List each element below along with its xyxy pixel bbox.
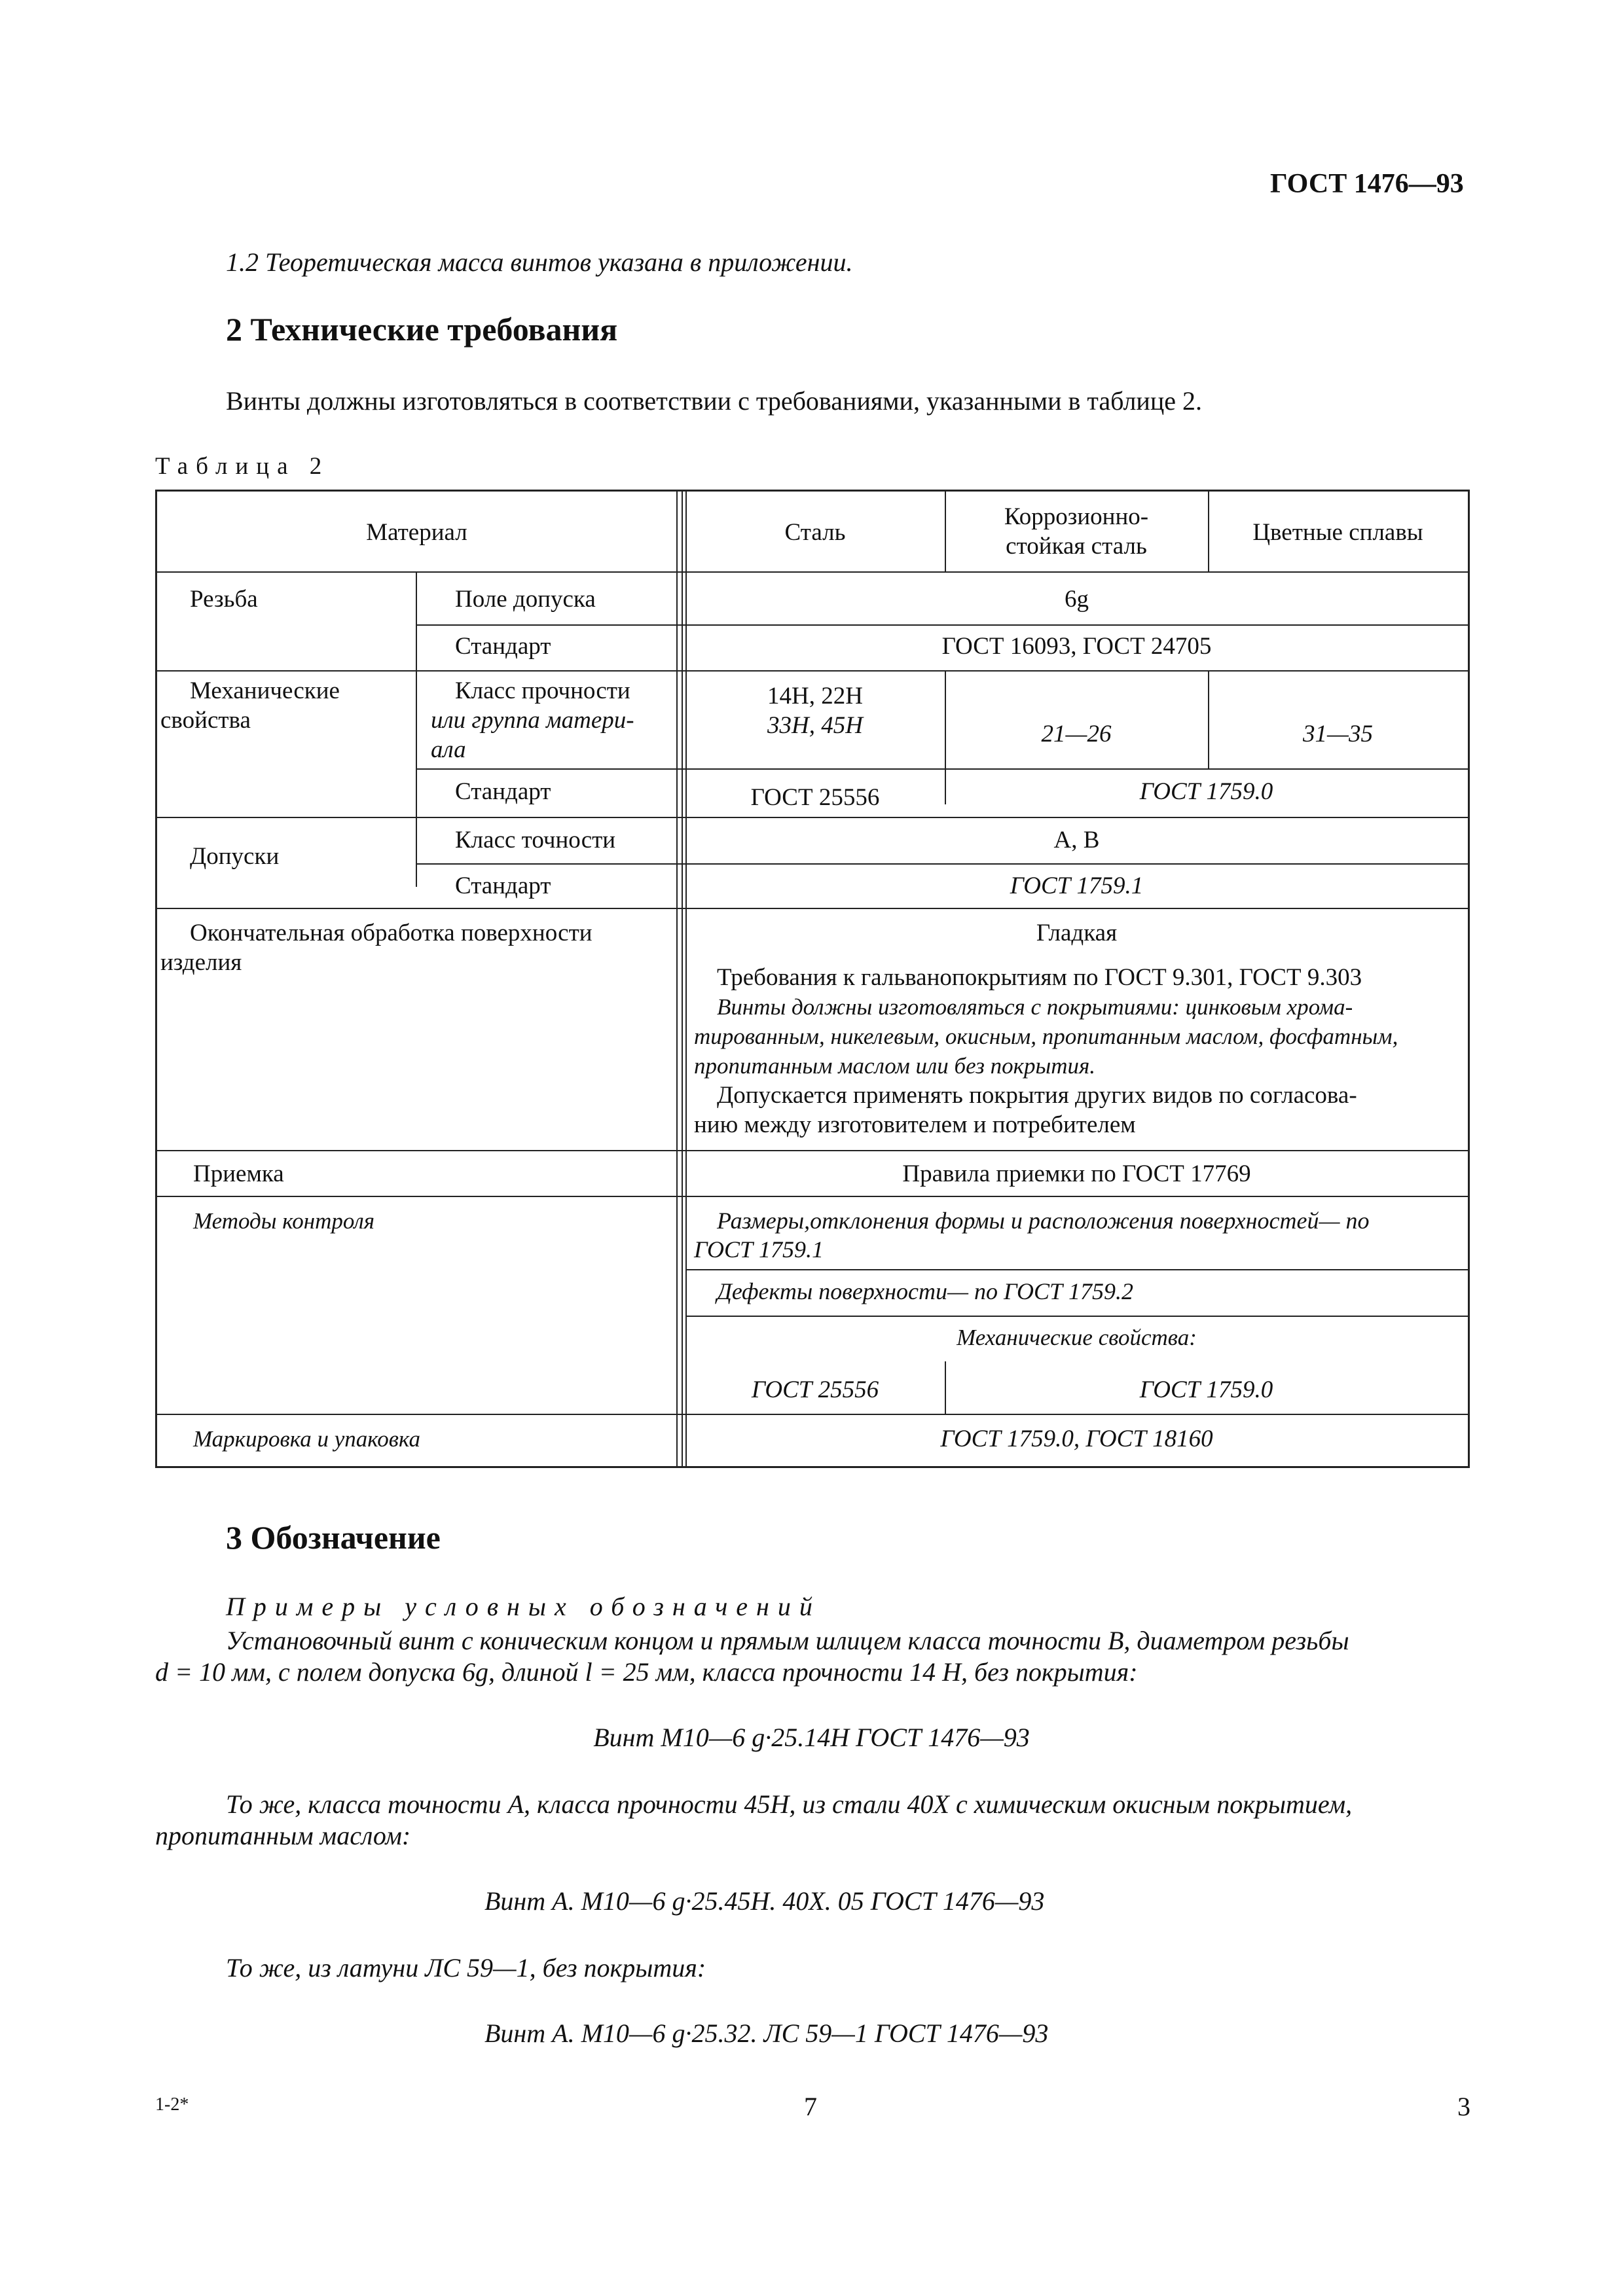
- header-nonferrous: Цветные сплавы: [1252, 519, 1423, 546]
- control-defects: Дефекты поверхности— по ГОСТ 1759.2: [717, 1278, 1134, 1304]
- table-divider: [157, 670, 1468, 672]
- finish-line4: пропитанным маслом или без покрытия.: [694, 1053, 1095, 1079]
- table-divider: [416, 768, 1468, 770]
- mech-stainless-value: 21—26: [1041, 721, 1112, 747]
- example3-designation: Винт А. М10—6 g·25.32. ЛС 59—1 ГОСТ 1476—93: [484, 2018, 1049, 2048]
- mech-label-line1: Механические: [190, 677, 340, 704]
- example1-line1: Установочный винт с коническим концом и прямым шлицем класса точности В, диаметром резьбы: [226, 1626, 1349, 1655]
- examples-title: Примеры условных обозначений: [226, 1592, 821, 1621]
- footer-page-number: 7: [804, 2092, 817, 2121]
- finish-line2: Винты должны изготовляться с покрытиями: цинковым хрома-: [717, 994, 1353, 1020]
- table-divider: [157, 571, 1468, 573]
- acceptance-label: Приемка: [193, 1160, 284, 1187]
- tolerances-accuracy-label: Класс точности: [455, 827, 616, 853]
- thread-standard-value: ГОСТ 16093, ГОСТ 24705: [941, 633, 1212, 660]
- control-dims-line1: Размеры,отклонения формы и расположения поверхностей— по: [717, 1208, 1370, 1234]
- tolerances-standard-value: ГОСТ 1759.1: [1010, 872, 1144, 899]
- thread-standard-label: Стандарт: [455, 633, 551, 660]
- example2-designation: Винт А. М10—6 g·25.45Н. 40Х. 05 ГОСТ 1476—93: [484, 1886, 1045, 1916]
- thread-tolerance-value: 6g: [1065, 586, 1089, 613]
- table-divider: [157, 1414, 1468, 1415]
- footer-left-mark: 1-2*: [155, 2094, 189, 2115]
- finish-label-line2: изделия: [160, 949, 242, 976]
- mech-standard-other: ГОСТ 1759.0: [1139, 778, 1273, 805]
- acceptance-value: Правила приемки по ГОСТ 17769: [902, 1160, 1251, 1187]
- finish-line5: Допускается применять покрытия других видов по согласова-: [717, 1082, 1357, 1109]
- control-dims-line2: ГОСТ 1759.1: [694, 1236, 824, 1263]
- thread-label: Резьба: [190, 586, 258, 613]
- finish-line1: Требования к гальванопокрытиям по ГОСТ 9.301, ГОСТ 9.303: [717, 964, 1362, 991]
- example1-line2: d = 10 мм, с полем допуска 6g, длиной l = 25 мм, класса прочности 14 Н, без покрытия:: [155, 1657, 1138, 1687]
- tolerances-standard-label: Стандарт: [455, 872, 551, 899]
- marking-value: ГОСТ 1759.0, ГОСТ 18160: [940, 1426, 1213, 1452]
- section-2-title: 2 Технические требования: [226, 311, 618, 348]
- table-divider: [416, 624, 1468, 626]
- example2-line1: То же, класса точности А, класса прочности 45Н, из стали 40Х с химическим окисным покрытием,: [226, 1789, 1353, 1819]
- control-mech-right: ГОСТ 1759.0: [1139, 1376, 1273, 1403]
- thread-tolerance-label: Поле допуска: [455, 586, 596, 613]
- tolerances-label: Допуски: [190, 843, 280, 870]
- finish-smooth: Гладкая: [1036, 920, 1118, 946]
- requirements-table: [155, 490, 1470, 1468]
- intro-note: 1.2 Теоретическая масса винтов указана в приложении.: [226, 247, 853, 277]
- table-divider: [676, 492, 678, 1466]
- header-material: Материал: [366, 519, 467, 546]
- mech-nonferrous-value: 31—35: [1303, 721, 1373, 747]
- header-stainless-line2: стойкая сталь: [1006, 533, 1147, 560]
- mech-standard-label: Стандарт: [455, 778, 551, 805]
- section-2-text: Винты должны изготовляться в соответствии с требованиями, указанными в таблице 2.: [226, 386, 1202, 416]
- control-mech-left: ГОСТ 25556: [751, 1376, 879, 1403]
- table-divider: [157, 908, 1468, 909]
- header-steel: Сталь: [784, 519, 846, 546]
- table-divider: [416, 863, 1468, 865]
- marking-label: Маркировка и упаковка: [193, 1426, 420, 1452]
- example1-designation: Винт М10—6 g·25.14Н ГОСТ 1476—93: [593, 1723, 1030, 1752]
- footer-right-number: 3: [1457, 2092, 1470, 2121]
- mech-steel-line2: 33Н, 45Н: [767, 712, 863, 739]
- mech-class-line3: ала: [431, 736, 466, 763]
- table-divider: [157, 1150, 1468, 1151]
- mech-steel-line1: 14Н, 22Н: [767, 683, 863, 709]
- header-stainless-line1: Коррозионно-: [1004, 503, 1149, 530]
- table-divider: [157, 817, 1468, 818]
- mech-label-line2: свойства: [160, 707, 251, 734]
- example3-line1: То же, из латуни ЛС 59—1, без покрытия:: [226, 1953, 706, 1982]
- mech-standard-steel: ГОСТ 25556: [750, 784, 880, 811]
- table-divider: [685, 1269, 1468, 1270]
- table-divider: [685, 1316, 1468, 1317]
- tolerances-accuracy-value: А, В: [1053, 827, 1100, 853]
- mech-class-line1: Класс прочности: [455, 677, 630, 704]
- table-divider: [157, 1196, 1468, 1197]
- document-code: ГОСТ 1476—93: [1270, 169, 1464, 199]
- table-divider: [416, 571, 417, 887]
- control-label: Методы контроля: [193, 1208, 375, 1234]
- table-divider: [682, 492, 683, 1466]
- mech-class-line2: или группа матери-: [431, 707, 634, 734]
- example2-line2: пропитанным маслом:: [155, 1821, 411, 1850]
- finish-label-line1: Окончательная обработка поверхности: [190, 920, 593, 946]
- finish-line6: нию между изготовителем и потребителем: [694, 1111, 1136, 1138]
- table-caption: Таблица 2: [155, 453, 330, 480]
- finish-line3: тированным, никелевым, окисным, пропитанным маслом, фосфатным,: [694, 1024, 1398, 1049]
- control-mech-title: Механические свойства:: [957, 1325, 1197, 1350]
- section-3-title: 3 Обозначение: [226, 1519, 441, 1556]
